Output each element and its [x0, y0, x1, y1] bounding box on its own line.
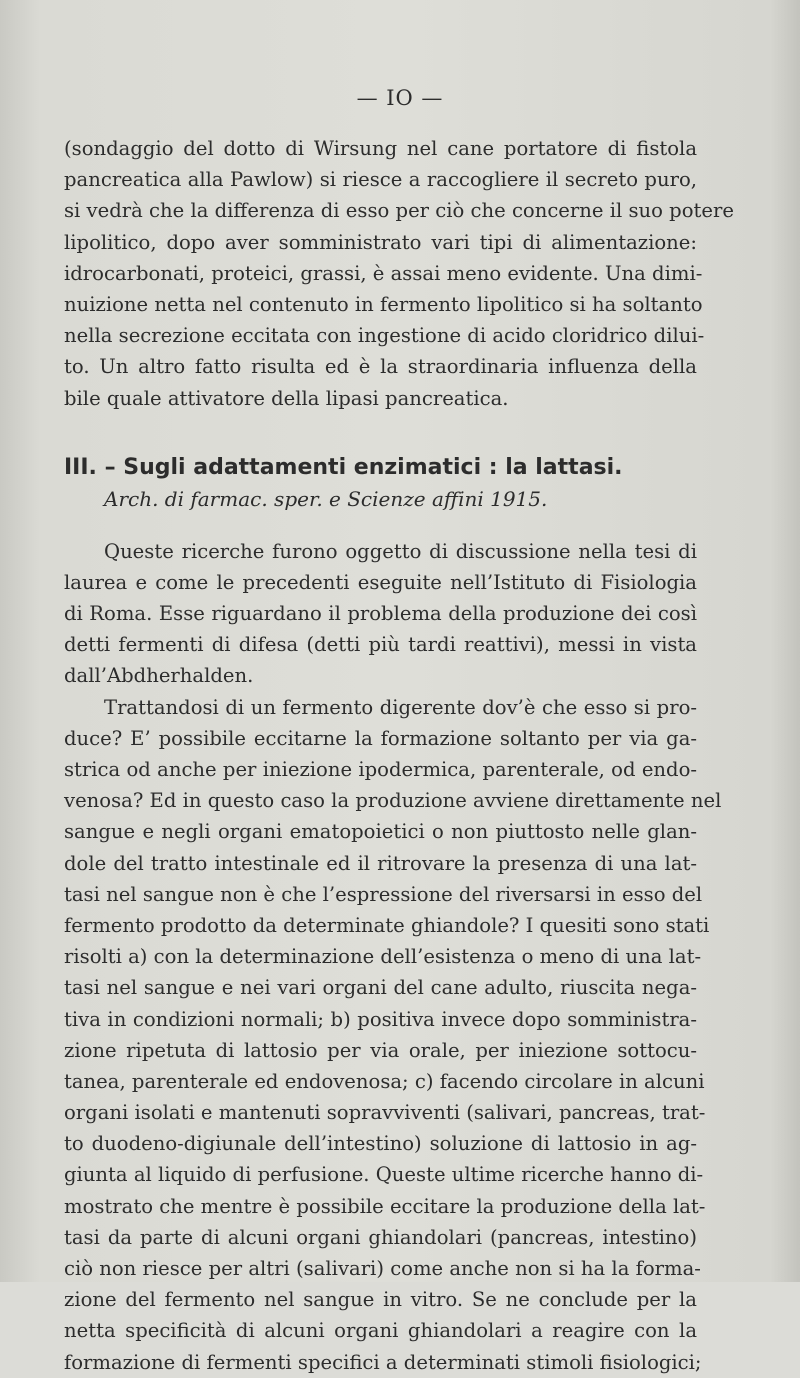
text-line: zione del fermento nel sangue in vitro. Se ne conclude per la: [64, 1288, 697, 1312]
text-line: tanea, parenterale ed endovenosa; c) facendo circolare in alcuni: [64, 1069, 705, 1093]
text-line: (sondaggio del dotto di Wirsung nel cane portatore di fistola: [64, 137, 697, 160]
text-line: tasi da parte di alcuni organi ghiandolari (pancreas, intestino): [64, 1225, 697, 1249]
text-line: nella secrezione eccitata con ingestione di acido cloridrico dilui-: [64, 324, 705, 348]
paragraph-2: [64, 536, 697, 692]
text-line: tasi nel sangue e nei vari organi del cane adulto, riuscita nega-: [64, 976, 697, 1000]
text-line: giunta al liquido di perfusione. Queste ultime ricerche hanno di-: [64, 1163, 704, 1187]
text-line: sangue e negli organi ematopoietici o non piuttosto nelle glan-: [64, 820, 697, 844]
text-line: dole del tratto intestinale ed il ritrovare la presenza di una lat-: [64, 851, 697, 875]
text-line: ciò non riesce per altri (salivari) come anche non si ha la forma-: [64, 1257, 701, 1280]
paragraph-1: [64, 133, 734, 414]
text-line: risolti a) con la determinazione dell’esistenza o meno di una lat-: [64, 945, 702, 969]
page-body: [64, 133, 734, 1378]
text-line: Trattandosi di un fermento digerente dov’è che esso si pro-: [104, 695, 697, 719]
text-line: idrocarbonati, proteici, grassi, è assai meno evidente. Una dimi-: [64, 261, 703, 285]
text-line: pancreatica alla Pawlow) si riesce a raccogliere il secreto puro,: [64, 168, 697, 192]
text-line: mostrato che mentre è possibile eccitare la produzione della lat-: [64, 1194, 706, 1218]
text-line: to duodeno-digiunale dell’intestino) soluzione di lattosio in ag-: [64, 1132, 697, 1156]
text-line: detti fermenti di difesa (detti più tardi reattivi), messi in vista: [64, 633, 697, 657]
text-line: duce? E’ possibile eccitarne la formazione soltanto per via ga-: [64, 726, 697, 750]
text-line: laurea e come le precedenti eseguite nell’Istituto di Fisiologia: [64, 570, 697, 594]
text-line: nuizione netta nel contenuto in fermento lipolitico si ha soltanto: [64, 292, 703, 316]
text-line: formazione di fermenti specifici a determinati stimoli fisiologici;: [64, 1350, 702, 1374]
text-line: dall’Abdherhalden.: [64, 664, 254, 688]
text-line: netta specificità di alcuni organi ghiandolari a reagire con la: [64, 1319, 697, 1343]
section-citation: Arch. di farmac. sper. e Scienze affini 1915.: [104, 486, 548, 511]
text-line: Queste ricerche furono oggetto di discussione nella tesi di: [104, 539, 697, 563]
text-line: si vedrà che la differenza di esso per ciò che concerne il suo potere: [64, 199, 734, 223]
text-line: bile quale attivatore della lipasi pancreatica.: [64, 386, 509, 410]
text-line: to. Un altro fatto risulta ed è la straordinaria influenza della: [64, 355, 697, 379]
text-line: lipolitico, dopo aver somministrato vari tipi di alimentazione:: [64, 230, 697, 254]
text-line: fermento prodotto da determinate ghiandole? I quesiti sono stati: [64, 913, 710, 937]
text-line: tiva in condizioni normali; b) positiva invece dopo somministra-: [64, 1007, 697, 1031]
text-line: strica od anche per iniezione ipodermica, parenterale, od endo-: [64, 758, 697, 781]
paragraph-3: [64, 692, 722, 1378]
section-heading: III. – Sugli adattamenti enzimatici : la lattasi.: [64, 454, 623, 480]
text-line: venosa? Ed in questo caso la produzione avviene direttamente nel: [64, 789, 722, 813]
text-line: zione ripetuta di lattosio per via orale, per iniezione sottocu-: [64, 1038, 697, 1062]
text-line: tasi nel sangue non è che l’espressione del riversarsi in esso del: [64, 882, 703, 906]
text-line: organi isolati e mantenuti sopravviventi (salivari, pancreas, trat-: [64, 1101, 706, 1125]
text-line: di Roma. Esse riguardano il problema della produzione dei così: [64, 602, 697, 626]
page-number: — IO —: [356, 86, 444, 110]
